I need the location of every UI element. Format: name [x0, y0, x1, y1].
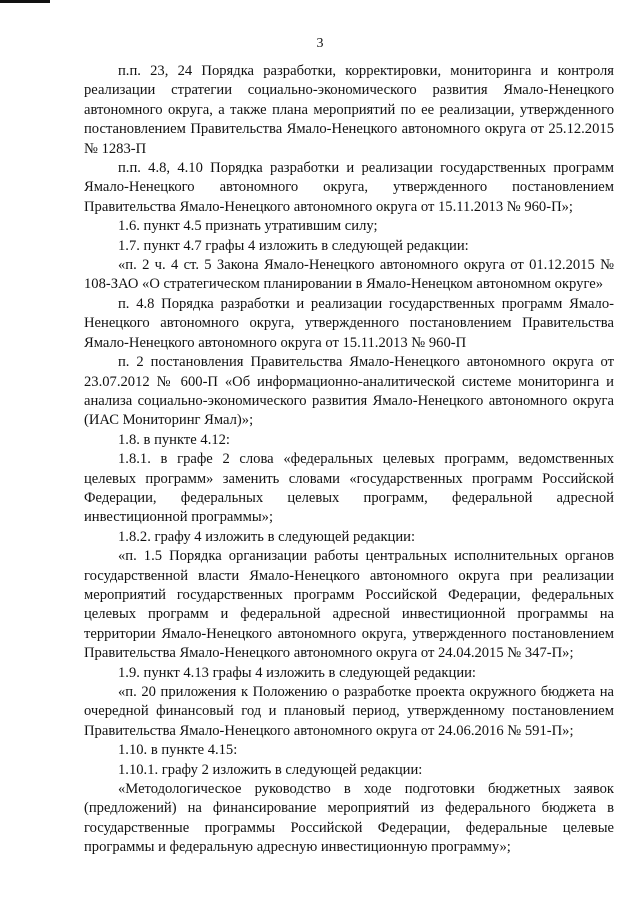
- paragraph-14: 1.10. в пункте 4.15:: [118, 742, 238, 759]
- paragraph-1: п.п. 23, 24 Порядка разработки, корректировки, мониторинга и контроля реализации стратегии социально-экономического развития Ямало-Ненецкого автономного округа, а также плана мероприятий по ее реализации, утвержденного постановлением Правительства Ямало-Ненецкого автономного округа от 25.12.2015 № 1283-П: [84, 63, 614, 157]
- paragraph-8: 1.8. в пункте 4.12:: [118, 431, 230, 448]
- paragraph-3: 1.6. пункт 4.5 признать утратившим силу;: [118, 218, 378, 235]
- document-body: [84, 62, 614, 858]
- paragraph-12: 1.9. пункт 4.13 графы 4 изложить в следующей редакции:: [118, 664, 476, 681]
- paragraph-2: п.п. 4.8, 4.10 Порядка разработки и реализации государственных программ Ямало-Ненецкого автономного округа, утвержденного постановлением Правительства Ямало-Ненецкого автономного округа от 15.11.2013 № 960-П»;: [84, 160, 614, 215]
- paragraph-9: 1.8.1. в графе 2 слова «федеральных целевых программ, ведомственных целевых программ» заменить словами «государственных программ Российской Федерации, федеральных целевых программ, федеральной адресной инвестиционной программы»;: [84, 451, 614, 526]
- paragraph-13: «п. 20 приложения к Положению о разработке проекта окружного бюджета на очередной финансовый год и плановый период, утвержденному постановлением Правительства Ямало-Ненецкого автономного округа от 24.06.2016 № 591-П»;: [84, 684, 614, 739]
- paragraph-4: 1.7. пункт 4.7 графы 4 изложить в следующей редакции:: [118, 237, 469, 254]
- top-edge-rule: [0, 0, 50, 3]
- paragraph-5: «п. 2 ч. 4 ст. 5 Закона Ямало-Ненецкого автономного округа от 01.12.2015 № 108-ЗАО «О стратегическом планировании в Ямало-Ненецком автономном округе»: [84, 257, 614, 293]
- paragraph-11: «п. 1.5 Порядка организации работы центральных исполнительных органов государственной власти Ямало-Ненецкого автономного округа при реализации мероприятий государственных программ Российской Федерации, федеральных целевых программ и федеральной адресной инвестиционной программы на территории Ямало-Ненецкого автономного округа, утвержденного постановлением Правительства Ямало-Ненецкого автономного округа от 24.04.2015 № 347-П»;: [84, 548, 614, 662]
- page-number: 3: [316, 36, 324, 51]
- paragraph-16: «Методологическое руководство в ходе подготовки бюджетных заявок (предложений) на финансирование мероприятий из федерального бюджета в государственные программы Российской Федерации, федеральные целевые программы и федеральную адресную инвестиционную программу»;: [84, 781, 614, 856]
- paragraph-15: 1.10.1. графу 2 изложить в следующей редакции:: [118, 761, 423, 778]
- paragraph-10: 1.8.2. графу 4 изложить в следующей редакции:: [118, 528, 416, 545]
- paragraph-6: п. 4.8 Порядка разработки и реализации государственных программ Ямало-Ненецкого автономного округа, утвержденного постановлением Правительства Ямало-Ненецкого автономного округа от 15.11.2013 № 960-П: [84, 295, 614, 351]
- paragraph-7: п. 2 постановления Правительства Ямало-Ненецкого автономного округа от 23.07.2012 № 600-П «Об информационно-аналитической системе мониторинга и анализа социально-экономического развития Ямало-Ненецкого автономного округа (ИАС Мониторинг Ямал)»;: [84, 354, 614, 429]
